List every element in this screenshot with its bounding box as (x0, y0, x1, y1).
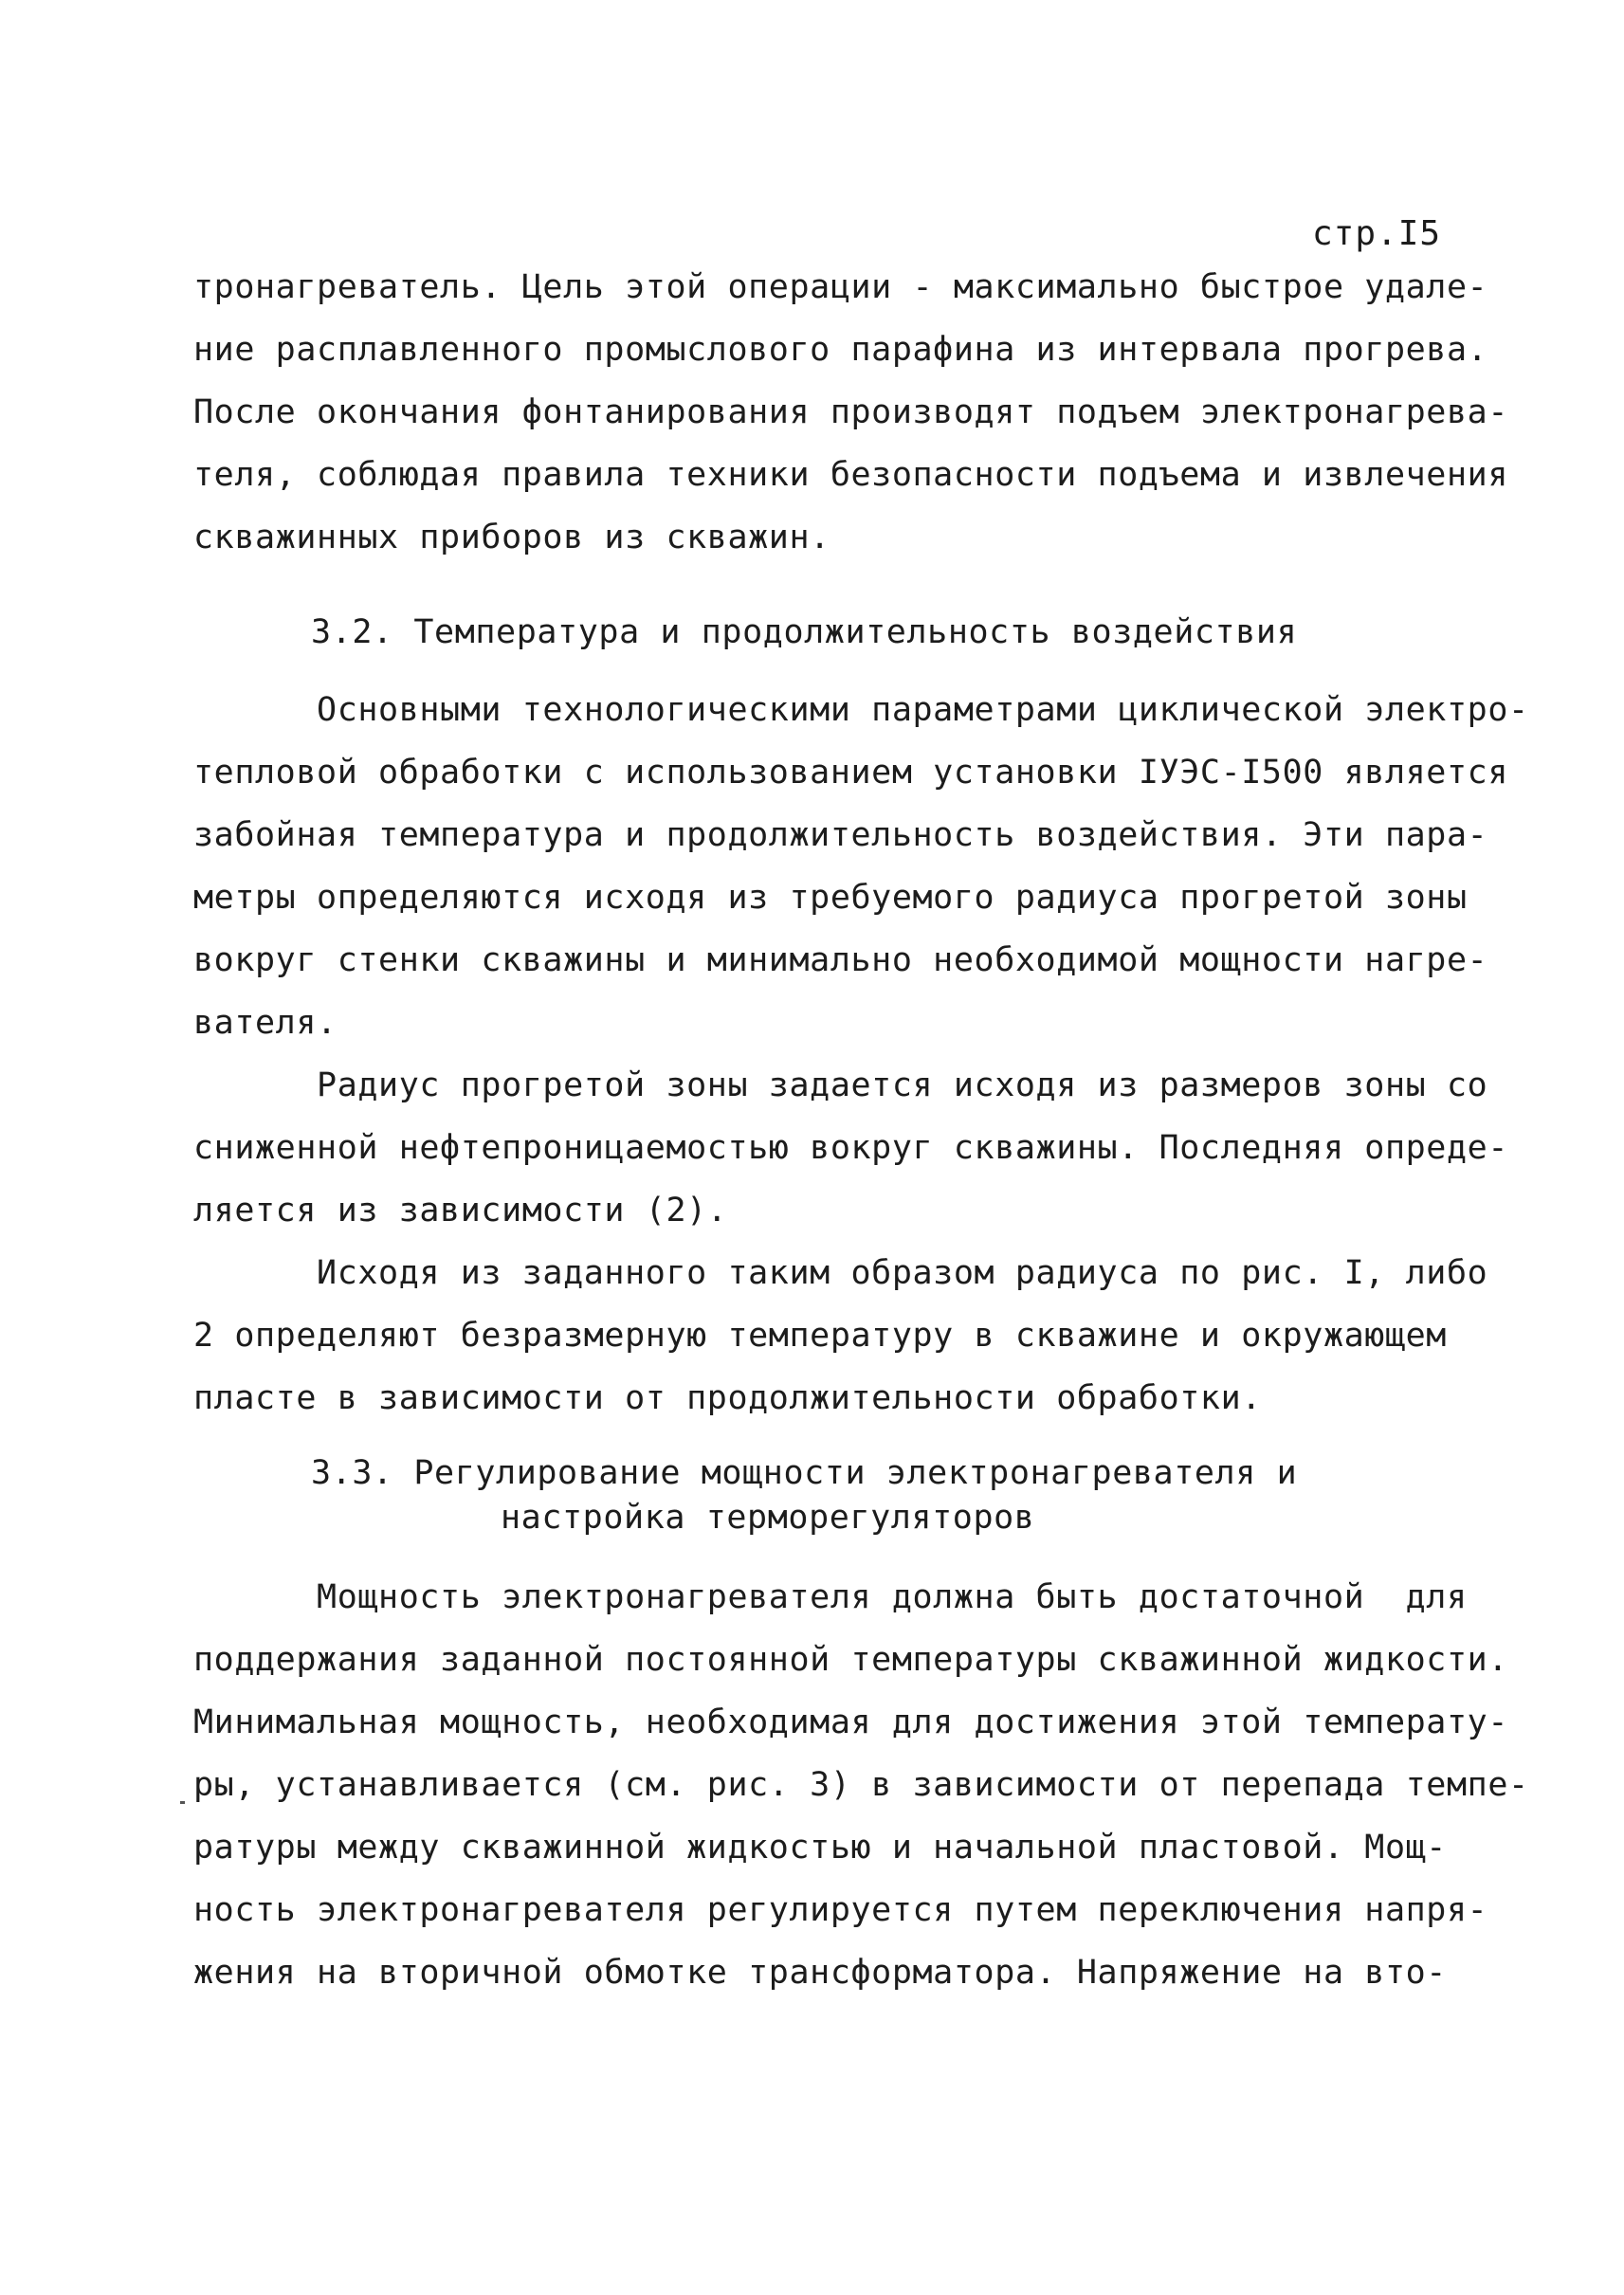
text-line: Основными технологическими параметрами циклической электро- (193, 691, 1529, 729)
text-line: скважинных приборов из скважин. (193, 519, 830, 556)
paragraph-radius (193, 1054, 1508, 1242)
text-line: 2 определяют безразмерную температуру в скважине и окружающем (193, 1317, 1447, 1355)
paragraph-power (193, 1566, 1529, 2004)
text-line: После окончания фонтанирования производят подъем электронагрева- (193, 393, 1508, 431)
text-line: ратуры между скважинной жидкостью и начальной пластовой. Мощ- (193, 1829, 1447, 1867)
text-line: вокруг стенки скважины и минимально необходимой мощности нагре- (193, 941, 1488, 979)
text-line: тепловой обработки с использованием установки IУЭС-I500 является (193, 754, 1508, 792)
paragraph-continuation (193, 256, 1508, 569)
text-line: ность электронагревателя регулируется путем переключения напря- (193, 1891, 1488, 1929)
text-line: Радиус прогретой зоны задается исходя из размеров зоны со (193, 1066, 1488, 1104)
text-line: метры определяются исходя из требуемого радиуса прогретой зоны (193, 879, 1468, 917)
text-line: забойная температура и продолжительность воздействия. Эти пара- (193, 816, 1488, 854)
section-heading-3-3-line1: 3.3. Регулирование мощности электронагревателя и (311, 1454, 1298, 1492)
text-line: жения на вторичной обмотке трансформатора. Напряжение на вто- (193, 1954, 1447, 1992)
text-line: Мощность электронагревателя должна быть достаточной для (193, 1578, 1468, 1616)
text-line: Исходя из заданного таким образом радиуса по рис. I, либо (193, 1254, 1488, 1292)
paragraph-temperature (193, 1242, 1488, 1430)
text-line: вателя. (193, 1004, 338, 1042)
text-line: ры, устанавливается (см. рис. 3) в зависимости от перепада темпе- (193, 1766, 1529, 1804)
text-line: Минимальная мощность, необходимая для достижения этой температу- (193, 1703, 1508, 1741)
text-line: теля, соблюдая правила техники безопасности подъема и извлечения (193, 456, 1508, 494)
text-line: сниженной нефтепроницаемостью вокруг скважины. Последняя опреде- (193, 1129, 1508, 1167)
paragraph-parameters (193, 679, 1529, 1054)
scan-mark (180, 1801, 185, 1804)
text-line: ляется из зависимости (2). (193, 1192, 728, 1229)
text-line: тронагреватель. Цель этой операции - максимально быстрое удале- (193, 268, 1488, 306)
text-line: пласте в зависимости от продолжительности обработки. (193, 1379, 1262, 1417)
page-number: стр.I5 (1312, 214, 1442, 253)
text-line: поддержания заданной постоянной температуры скважинной жидкости. (193, 1641, 1508, 1679)
section-heading-3-2: 3.2. Температура и продолжительность воздействия (311, 613, 1298, 651)
section-heading-3-3-line2: настройка терморегуляторов (501, 1499, 1035, 1537)
text-line: ние расплавленного промыслового парафина из интервала прогрева. (193, 331, 1488, 369)
